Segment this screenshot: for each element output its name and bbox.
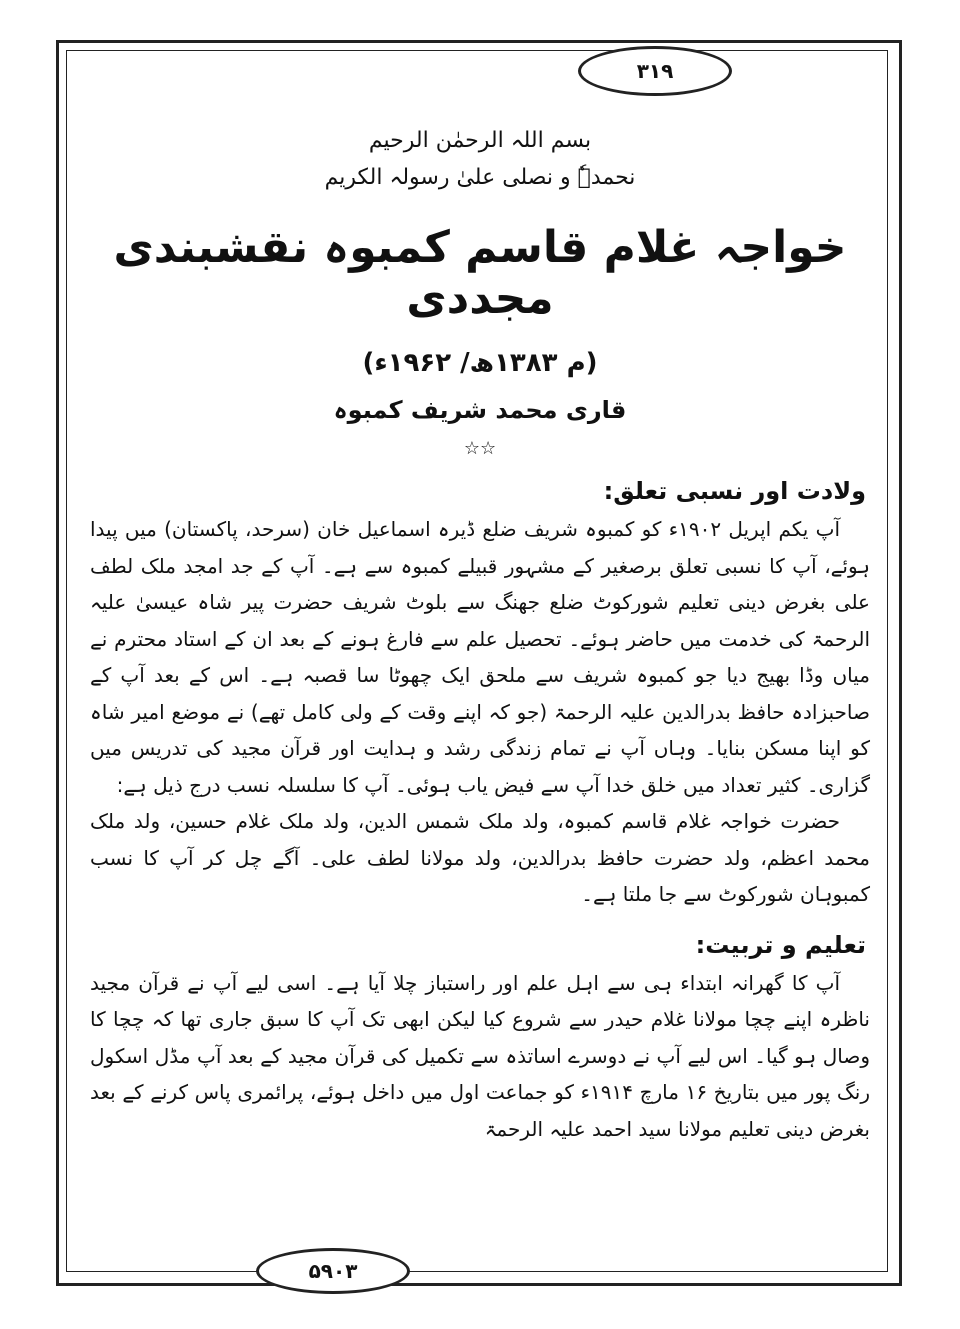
paragraph: آپ کا گھرانہ ابتداء ہی سے اہل علم اور راستباز چلا آیا ہے۔ اسی لیے آپ نے قرآن مجید ناظرہ اپنے چچا مولانا غلام حیدر سے شروع کیا لیکن ابھی تک آپ کا سبق جاری تھا کہ چچا کا وصال ہو گیا۔ اس لیے آپ نے دوسرے اساتذہ سے تکمیل کی قرآن مجید کے بعد آپ مڈل اسکول رنگ پور میں بتاریخ ۱۶ مارچ ۱۹۱۴ء کو جماعت اول میں داخل ہوئے، پرائمری پاس کرنے کے بعد بغرض دینی تعلیم مولانا سید احمد علیہ الرحمۃ: [90, 970, 871, 1141]
paragraph: آپ یکم اپریل ۱۹۰۲ء کو کمبوہ شریف ضلع ڈیرہ اسماعیل خان (سرحد، پاکستان) میں پیدا ہوئے، آپ کا نسبی تعلق برصغیر کے مشہور قبیلے کمبوہ سے ہے۔ آپ کے جد امجد ملک لطف علی بغرض دینی تعلیم شورکوٹ ضلع جھنگ سے بلوٹ شریف حضرت پیر شاہ عیسیٰ علیہ الرحمۃ کی خدمت میں حاضر ہوئے۔ تحصیل علم سے فارغ ہونے کے بعد ان کے استاد محترم نے میاں وڈا بھیج دیا جو کمبوہ شریف سے ملحق ایک چھوٹا سا قصبہ ہے۔ اس کے بعد آپ کے صاحبزادہ حافظ بدرالدین علیہ الرحمۃ (جو کہ اپنے وقت کے ولی کامل تھے) نے موضع امیر شاہ کو اپنا مسکن بنایا۔ وہاں آپ نے تمام زندگی رشد و ہدایت اور قرآن مجید کی تدریس میں گزاری۔ کثیر تعداد میں خلق خدا آپ سے فیض یاب ہوئی۔ آپ کا سلسلہ نسب درج ذیل ہے:: [90, 517, 870, 797]
bismillah: بسم اللہ الرحمٰن الرحیم: [368, 128, 592, 153]
stars-divider: ☆☆: [463, 438, 497, 459]
top-page-number: ۳۱۹: [578, 46, 732, 96]
section-heading-education: تعلیم و تربیت:: [695, 930, 866, 959]
page-content: [90, 120, 870, 1147]
section-body-education: [90, 965, 870, 1148]
article-title: خواجہ غلام قاسم کمبوہ نقشبندی مجددی: [113, 222, 847, 324]
bottom-page-number: ۵۹۰۳: [256, 1248, 410, 1294]
section-body-birth: [90, 511, 870, 913]
salutation: نحمدہٗ و نصلی علیٰ رسولہ الکریم: [324, 165, 636, 190]
article-dates: (م ۱۳۸۳ھ/ ۱۹۶۲ء): [362, 348, 598, 378]
section-heading-birth: ولادت اور نسبی تعلق:: [603, 477, 866, 505]
article-author: قاری محمد شریف کمبوہ: [333, 396, 627, 424]
paragraph: حضرت خواجہ غلام قاسم کمبوہ، ولد ملک شمس الدین، ولد ملک غلام حسین، ولد ملک محمد اعظم، ولد حضرت حافظ بدرالدین، ولد مولانا لطف علی۔ آگے چل کر آپ کا نسب کمبوہان شورکوٹ سے جا ملتا ہے۔: [90, 809, 870, 906]
